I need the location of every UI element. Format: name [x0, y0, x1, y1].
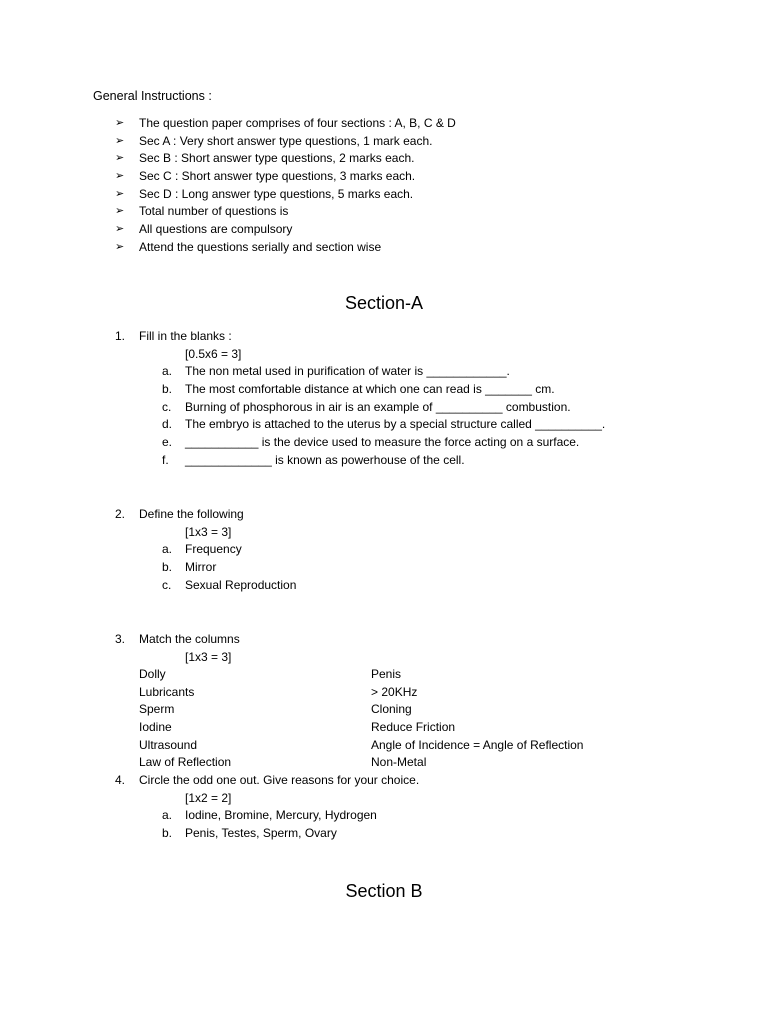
question-3	[115, 631, 240, 666]
sub-question: a. Frequency	[162, 542, 242, 557]
general-instructions-title: General Instructions :	[93, 89, 212, 103]
arrowhead-bullet-icon: ➢	[115, 170, 125, 183]
arrowhead-bullet-icon: ➢	[115, 223, 125, 236]
question-number: 2.	[115, 507, 126, 521]
marks-label: [1x2 = 2]	[185, 790, 232, 805]
section-a-title: Section-A	[344, 293, 424, 313]
match-row: Sperm Cloning	[139, 702, 412, 717]
instruction-item: ➢ Sec A : Very short answer type questions, 1 mark each.	[115, 133, 456, 151]
match-row: Law of Reflection Non-Metal	[139, 755, 427, 770]
question-text: Fill in the blanks :	[139, 329, 232, 343]
match-row: Lubricants > 20KHz	[139, 684, 418, 699]
instructions-list	[115, 115, 456, 257]
arrowhead-bullet-icon: ➢	[115, 205, 125, 218]
question-number: 4.	[115, 773, 126, 787]
match-row: Ultrasound Angle of Incidence = Angle of Reflection	[139, 737, 584, 752]
arrowhead-bullet-icon: ➢	[115, 187, 125, 200]
instruction-item: ➢ Sec D : Long answer type questions, 5 marks each.	[115, 186, 456, 204]
question-text: Define the following	[139, 507, 244, 521]
arrowhead-bullet-icon: ➢	[115, 134, 125, 147]
marks-label: [1x3 = 3]	[185, 524, 232, 539]
instruction-item: ➢ Sec B : Short answer type questions, 2 marks each.	[115, 150, 456, 168]
instruction-item: ➢ Sec C : Short answer type questions, 3 marks each.	[115, 168, 456, 186]
question-2	[115, 506, 296, 594]
sub-question: d. The embryo is attached to the uterus by a special structure called __________.	[162, 417, 606, 432]
match-row: Iodine Reduce Friction	[139, 720, 456, 735]
arrowhead-bullet-icon: ➢	[115, 152, 125, 165]
question-number: 1.	[115, 329, 126, 343]
sub-question: c. Burning of phosphorous in air is an example of __________ combustion.	[162, 399, 571, 414]
section-b-title: Section B	[345, 881, 423, 901]
sub-question: a. The non metal used in purification of water is ____________.	[162, 364, 510, 379]
marks-label: [0.5x6 = 3]	[185, 346, 242, 361]
sub-question: e. ___________ is the device used to measure the force acting on a surface.	[162, 435, 580, 450]
question-number: 3.	[115, 632, 126, 646]
question-text: Circle the odd one out. Give reasons for your choice.	[139, 773, 420, 787]
sub-question: b. Mirror	[162, 560, 217, 575]
instruction-item: ➢ Attend the questions serially and section wise	[115, 239, 456, 257]
instruction-item: ➢ All questions are compulsory	[115, 221, 456, 239]
arrowhead-bullet-icon: ➢	[115, 117, 125, 129]
match-row: Dolly Penis	[139, 667, 402, 681]
marks-label: [1x3 = 3]	[185, 649, 232, 664]
sub-question: c. Sexual Reproduction	[162, 577, 297, 592]
question-text: Match the columns	[139, 632, 240, 646]
instruction-item: ➢ The question paper comprises of four sections : A, B, C & D	[115, 115, 456, 133]
arrowhead-bullet-icon: ➢	[115, 240, 125, 253]
sub-question: b. The most comfortable distance at which one can read is _______ cm.	[162, 382, 555, 397]
sub-question: f. _____________ is known as powerhouse of the cell.	[162, 452, 465, 467]
match-columns-table	[139, 666, 583, 772]
question-4	[115, 772, 419, 843]
sub-question: a. Iodine, Bromine, Mercury, Hydrogen	[162, 808, 377, 823]
sub-question: b. Penis, Testes, Sperm, Ovary	[162, 826, 337, 841]
instruction-item: ➢ Total number of questions is	[115, 203, 456, 221]
question-1	[115, 328, 605, 470]
